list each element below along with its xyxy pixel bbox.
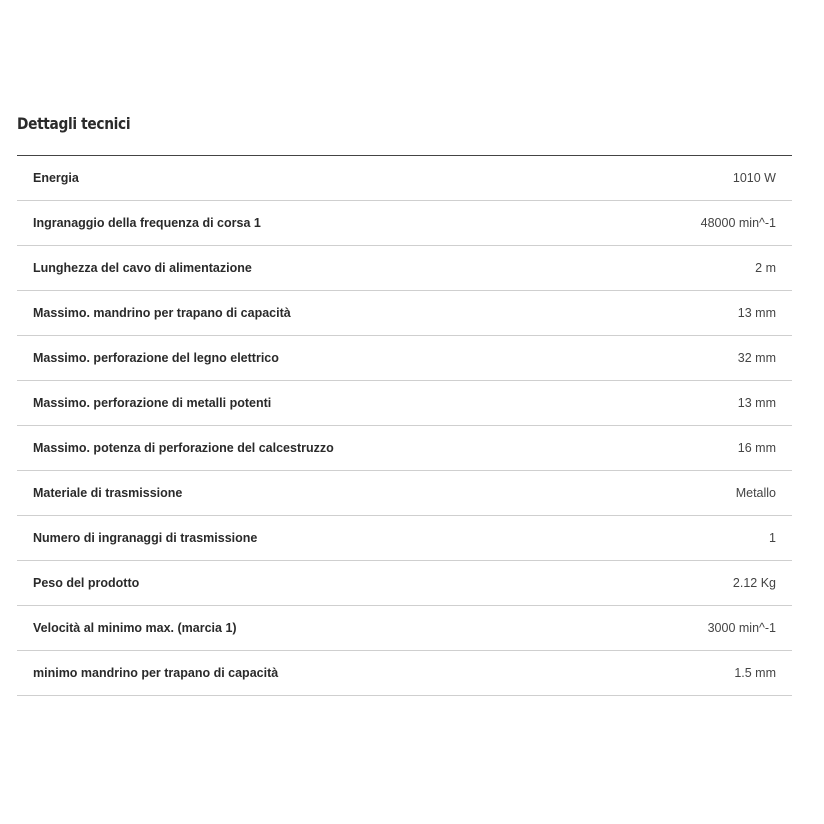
spec-value: 3000 min^-1 — [707, 621, 776, 635]
spec-name: Ingranaggio della frequenza di corsa 1 — [33, 216, 261, 230]
spec-name: Numero di ingranaggi di trasmissione — [33, 531, 258, 545]
spec-row — [17, 651, 792, 696]
spec-value: 2 m — [755, 261, 776, 275]
spec-value: 16 mm — [737, 441, 776, 455]
spec-row — [17, 336, 792, 381]
technical-details-section — [17, 108, 792, 696]
spec-row — [17, 426, 792, 471]
spec-row — [17, 201, 792, 246]
spec-name: minimo mandrino per trapano di capacità — [33, 666, 279, 680]
spec-name: Massimo. mandrino per trapano di capacità — [33, 306, 291, 320]
section-title: Dettagli tecnici — [17, 114, 131, 133]
spec-value: 2.12 Kg — [732, 576, 776, 590]
specs-table — [17, 155, 792, 696]
spec-row — [17, 606, 792, 651]
spec-name: Energia — [33, 171, 79, 185]
spec-name: Velocità al minimo max. (marcia 1) — [33, 621, 237, 635]
spec-row — [17, 516, 792, 561]
spec-row — [17, 561, 792, 606]
spec-value: 1010 W — [732, 171, 776, 185]
spec-value: Metallo — [735, 486, 776, 500]
spec-value: 32 mm — [737, 351, 776, 365]
spec-value: 1 — [769, 531, 776, 545]
spec-name: Lunghezza del cavo di alimentazione — [33, 261, 252, 275]
spec-name: Massimo. perforazione di metalli potenti — [33, 396, 272, 410]
spec-name: Massimo. potenza di perforazione del calcestruzzo — [33, 441, 334, 455]
spec-row — [17, 156, 792, 201]
spec-value: 48000 min^-1 — [700, 216, 776, 230]
spec-row — [17, 291, 792, 336]
spec-value: 1.5 mm — [734, 666, 776, 680]
spec-value: 13 mm — [737, 396, 776, 410]
spec-name: Materiale di trasmissione — [33, 486, 183, 500]
spec-row — [17, 246, 792, 291]
spec-row — [17, 381, 792, 426]
spec-name: Massimo. perforazione del legno elettrico — [33, 351, 279, 365]
spec-name: Peso del prodotto — [33, 576, 140, 590]
spec-row — [17, 471, 792, 516]
spec-value: 13 mm — [737, 306, 776, 320]
